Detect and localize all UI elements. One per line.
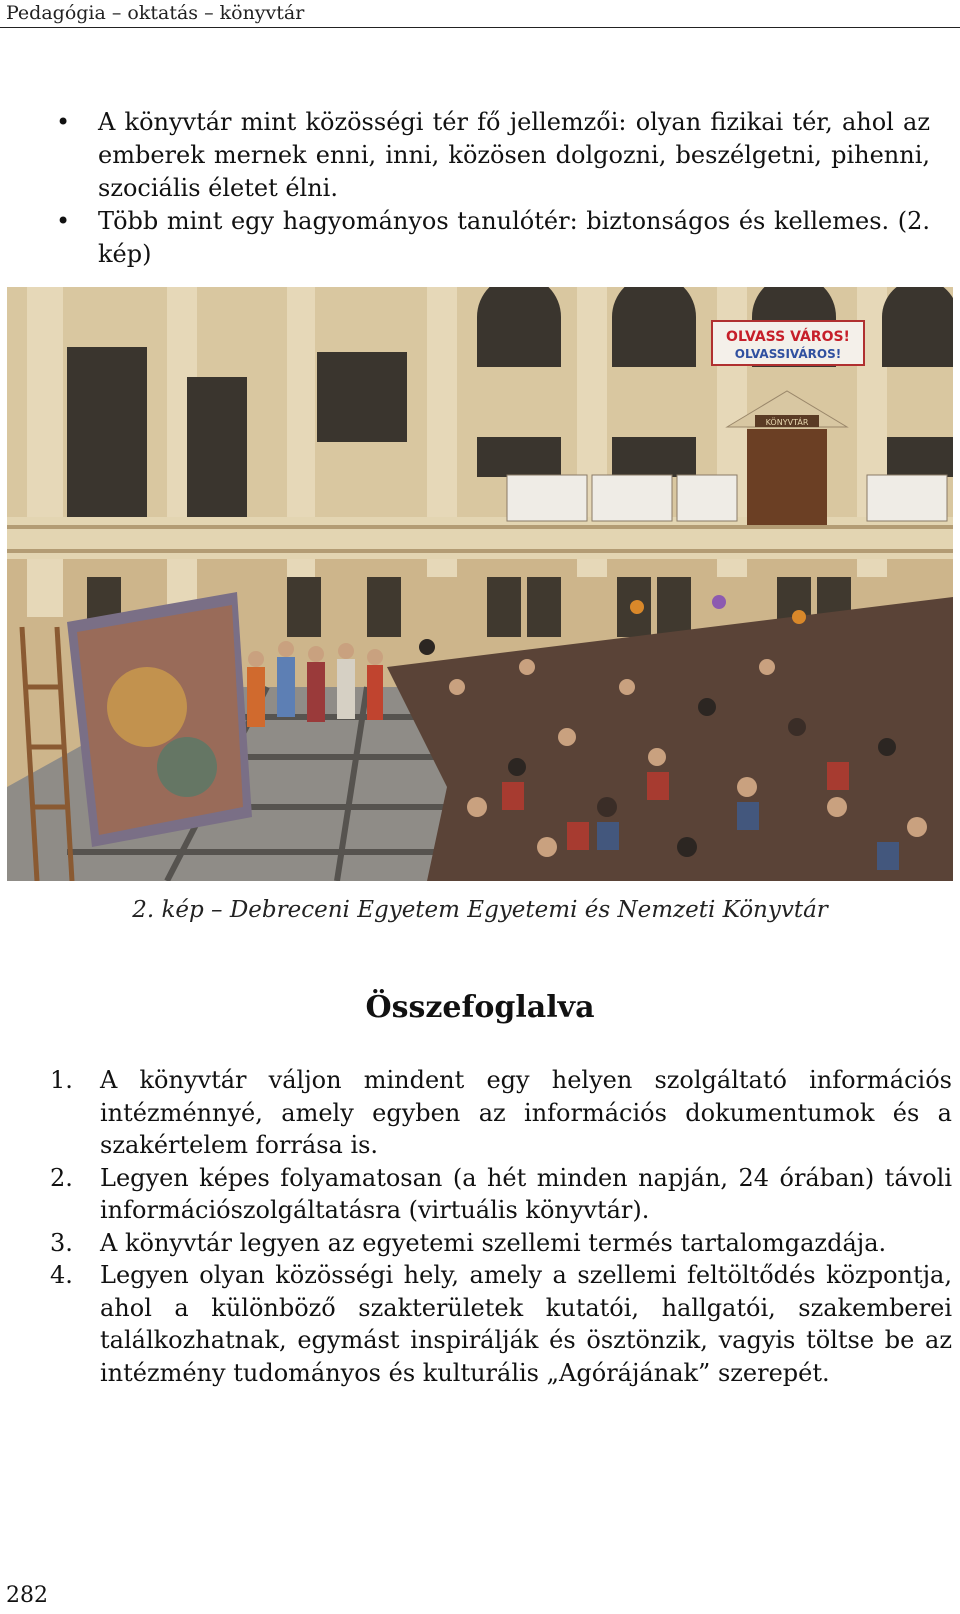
item-text: Legyen olyan közösségi hely, amely a szellemi feltöltődés központja, ahol a különböző szakterületek kutatói, hallgatói, szakemberei találkozhatnak, egymást inspirálják és ösztönzik, vagyis töltse be az intézmény tudományos és kulturális „Agórájának” szerepét. (100, 1261, 952, 1387)
bullet-marker: • (56, 207, 71, 235)
door-sign: KÖNYVTÁR (765, 418, 809, 427)
summary-item (50, 1064, 952, 1162)
item-number: 1. (50, 1066, 73, 1094)
running-header (0, 0, 960, 28)
item-number: 2. (50, 1163, 73, 1192)
item-text: A könyvtár legyen az egyetemi szellemi termés tartalomgazdája. (100, 1228, 887, 1257)
banner-line1: OLVASS VÁROS! (726, 329, 850, 345)
item-number: 4. (50, 1261, 73, 1289)
summary-item (50, 1227, 952, 1260)
bullet-item (50, 106, 930, 205)
bullet-text: Több mint egy hagyományos tanulótér: biztonságos és kellemes. (2. kép) (98, 207, 930, 268)
figure-caption: 2. kép – Debreceni Egyetem Egyetemi és Nemzeti Könyvtár (132, 897, 828, 923)
summary-item (50, 1259, 952, 1389)
running-title: Pedagógia – oktatás – könyvtár (6, 2, 305, 24)
item-text: Legyen képes folyamatosan (a hét minden napján, 24 órában) távoli információszolgáltatásra (virtuális könyvtár). (100, 1163, 952, 1224)
summary-list (50, 1064, 952, 1389)
banner-line2: OLVASSIVÁROS! (734, 347, 842, 361)
item-text: A könyvtár váljon mindent egy helyen szolgáltató információs intézménnyé, amely egyben az információs dokumentumok és a szakértelem forrása is. (100, 1066, 952, 1159)
bullet-marker: • (56, 108, 71, 136)
page-number: 282 (6, 1583, 48, 1608)
section-heading: Összefoglalva (365, 990, 595, 1025)
item-number: 3. (50, 1228, 73, 1257)
bullet-item (50, 205, 930, 271)
library-hall-photo (7, 287, 953, 881)
summary-item (50, 1162, 952, 1227)
bullet-text: A könyvtár mint közösségi tér fő jellemzői: olyan fizikai tér, ahol az emberek mernek enni, inni, közösen dolgozni, beszélgetni, pihenni, szociális életet élni. (98, 108, 930, 202)
bullet-list (50, 106, 930, 271)
